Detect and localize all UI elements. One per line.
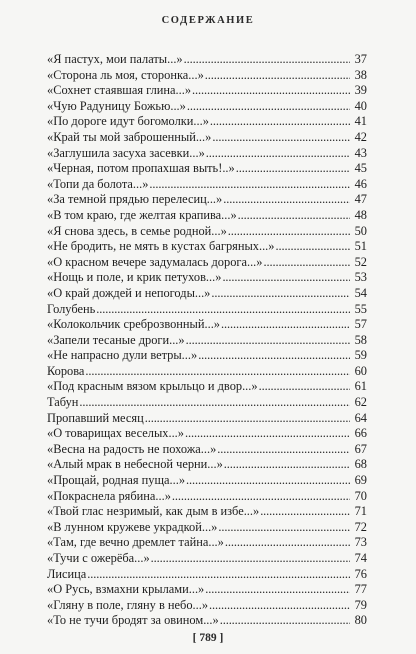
dot-leader [218, 520, 350, 536]
toc-entry [47, 411, 367, 427]
toc-entry-page: 52 [354, 254, 367, 269]
toc-entry [47, 504, 367, 520]
dot-leader [205, 582, 350, 598]
toc-entry-page: 45 [354, 161, 367, 176]
toc-entry [47, 364, 367, 380]
dot-leader [259, 379, 350, 395]
toc-entry-page: 48 [354, 207, 367, 222]
dot-leader [209, 598, 350, 614]
dot-leader [238, 208, 350, 224]
dot-leader [145, 411, 350, 427]
toc-entry-page: 80 [354, 613, 367, 628]
toc-entry-title: «Край ты мой заброшенный...» [47, 129, 212, 144]
toc-entry-title: «Заглушила засуха засевки...» [47, 145, 205, 160]
toc-entry-page: 60 [354, 363, 367, 378]
toc-entry-page: 67 [354, 441, 367, 456]
dot-leader [149, 177, 350, 193]
toc-entry [47, 286, 367, 302]
dot-leader [212, 130, 350, 146]
table-of-contents [47, 52, 367, 629]
dot-leader [220, 613, 350, 629]
dot-leader [172, 489, 350, 505]
toc-entry-title: «Запели тесаные дроги...» [47, 332, 185, 347]
toc-entry [47, 395, 367, 411]
dot-leader [211, 286, 350, 302]
toc-entry-page: 43 [354, 145, 367, 160]
toc-entry-title: «О товарищах веселых...» [47, 426, 184, 441]
toc-entry-page: 66 [354, 426, 367, 441]
toc-entry-page: 42 [354, 129, 367, 144]
toc-entry [47, 83, 367, 99]
toc-entry [47, 551, 367, 567]
toc-entry-title: Лисица [47, 566, 87, 581]
toc-entry-page: 55 [354, 301, 367, 316]
toc-entry [47, 379, 367, 395]
toc-entry-page: 74 [354, 551, 367, 565]
dot-leader [236, 161, 350, 177]
dot-leader [186, 473, 350, 489]
dot-leader [223, 192, 350, 208]
dot-leader [185, 426, 350, 442]
toc-entry-page: 38 [354, 67, 367, 82]
toc-entry [47, 567, 367, 583]
toc-entry [47, 582, 367, 598]
toc-entry [47, 192, 367, 208]
toc-entry-page: 70 [354, 488, 367, 503]
toc-entry [47, 613, 367, 629]
toc-entry [47, 302, 367, 318]
toc-entry-page: 51 [354, 239, 367, 254]
toc-entry-page: 72 [354, 519, 367, 534]
toc-entry-page: 79 [354, 597, 367, 612]
toc-entry [47, 239, 367, 255]
page-number: [ 789 ] [192, 632, 224, 644]
dot-leader [192, 83, 350, 99]
dot-leader [222, 270, 350, 286]
dot-leader [206, 146, 350, 162]
toc-entry-page: 62 [354, 395, 367, 410]
toc-entry-page: 50 [354, 223, 367, 238]
toc-entry [47, 348, 367, 364]
dot-leader [225, 535, 350, 551]
toc-entry-title: «Колокольчик среброзвонный...» [47, 317, 220, 332]
dot-leader [184, 52, 350, 68]
toc-entry-title: «Я снова здесь, в семье родной...» [47, 223, 227, 238]
toc-entry [47, 333, 367, 349]
toc-entry-title: «Гляну в поле, гляну в небо...» [47, 597, 209, 612]
toc-entry-page: 71 [354, 504, 367, 519]
toc-entry-page: 54 [354, 285, 367, 300]
toc-entry-title: Голубень [47, 301, 96, 316]
toc-entry-title: «Алый мрак в небесной черни...» [47, 457, 223, 472]
toc-entry-title: «О красном вечере задумалась дорога...» [47, 254, 263, 269]
dot-leader [205, 68, 350, 84]
dot-leader [263, 255, 350, 271]
dot-leader [228, 224, 350, 240]
toc-entry [47, 255, 367, 271]
toc-entry [47, 161, 367, 177]
toc-entry-page: 39 [354, 83, 367, 98]
dot-leader [221, 317, 350, 333]
toc-entry [47, 442, 367, 458]
page-title: СОДЕРЖАНИЕ [161, 15, 255, 26]
toc-entry [47, 598, 367, 614]
toc-entry-page: 41 [354, 114, 367, 129]
toc-entry [47, 489, 367, 505]
dot-leader [217, 442, 350, 458]
toc-entry [47, 457, 367, 473]
dot-leader [87, 567, 350, 583]
dot-leader [198, 348, 350, 364]
dot-leader [151, 551, 350, 567]
toc-entry [47, 473, 367, 489]
toc-entry-page: 46 [354, 176, 367, 191]
dot-leader [187, 99, 350, 115]
toc-entry [47, 146, 367, 162]
dot-leader [275, 239, 350, 255]
toc-entry-page: 53 [354, 270, 367, 285]
toc-entry-title: «О Русь, взмахни крылами...» [47, 582, 205, 597]
toc-entry-page: 68 [354, 457, 367, 472]
dot-leader [224, 457, 350, 473]
toc-entry-title: «В лунном кружеве украдкой...» [47, 519, 218, 534]
toc-entry-title: Корова [47, 363, 85, 378]
toc-entry-title: «Топи да болота...» [47, 176, 149, 191]
toc-entry-page: 76 [354, 566, 367, 581]
toc-entry-title: «Черная, потом пропахшая выть!..» [47, 161, 235, 176]
toc-entry-title: «Покраснела рябина...» [47, 488, 171, 503]
dot-leader [85, 364, 350, 380]
toc-entry-title: «Сохнет стаявшая глина...» [47, 83, 192, 98]
toc-entry [47, 224, 367, 240]
toc-entry [47, 317, 367, 333]
toc-entry-title: «По дороге идут богомолки...» [47, 114, 209, 129]
toc-entry [47, 130, 367, 146]
toc-entry [47, 520, 367, 536]
toc-entry-title: «Я пастух, мои палаты...» [47, 52, 183, 66]
toc-entry-page: 47 [354, 192, 367, 207]
dot-leader [79, 395, 350, 411]
toc-entry-title: «Нощь и поле, и крик петухов...» [47, 270, 222, 285]
toc-entry-title: «За темной прядью перелесиц...» [47, 192, 223, 207]
toc-entry-page: 77 [354, 582, 367, 597]
dot-leader [96, 302, 350, 318]
toc-entry-title: «В том краю, где желтая крапива...» [47, 207, 237, 222]
toc-entry [47, 68, 367, 84]
dot-leader [260, 504, 350, 520]
toc-entry [47, 270, 367, 286]
toc-entry-title: «Тучи с ожерёба...» [47, 551, 150, 565]
toc-entry [47, 426, 367, 442]
toc-entry-title: «Под красным вязом крыльцо и двор...» [47, 379, 258, 394]
toc-entry-title: «Не напрасно дули ветры...» [47, 348, 198, 363]
toc-entry [47, 99, 367, 115]
toc-entry-page: 59 [354, 348, 367, 363]
toc-entry-page: 73 [354, 535, 367, 550]
toc-entry [47, 52, 367, 68]
toc-entry-title: «Прощай, родная пуща...» [47, 473, 186, 488]
toc-entry [47, 177, 367, 193]
toc-entry-title: «Там, где вечно дремлет тайна...» [47, 535, 224, 550]
toc-entry-title: «Весна на радость не похожа...» [47, 441, 217, 456]
toc-entry-title: «Не бродить, не мять в кустах багряных...» [47, 239, 275, 254]
toc-entry-page: 37 [354, 52, 367, 66]
toc-entry-title: «То не тучи бродят за овином...» [47, 613, 219, 628]
toc-entry-page: 58 [354, 332, 367, 347]
toc-entry [47, 208, 367, 224]
toc-entry-page: 57 [354, 317, 367, 332]
toc-entry-page: 64 [354, 410, 367, 425]
toc-entry-title: «Твой глас незримый, как дым в избе...» [47, 504, 260, 519]
dot-leader [210, 114, 350, 130]
toc-entry [47, 114, 367, 130]
toc-entry-title: Пропавший месяц [47, 410, 144, 425]
toc-entry-page: 69 [354, 473, 367, 488]
toc-entry-page: 40 [354, 98, 367, 113]
toc-entry-title: Табун [47, 395, 79, 410]
toc-entry-title: «О край дождей и непогоды...» [47, 285, 211, 300]
toc-entry-title: «Сторона ль моя, сторонка...» [47, 67, 204, 82]
dot-leader [186, 333, 350, 349]
toc-entry [47, 535, 367, 551]
toc-entry-title: «Чую Радуницу Божью...» [47, 98, 186, 113]
toc-entry-page: 61 [354, 379, 367, 394]
